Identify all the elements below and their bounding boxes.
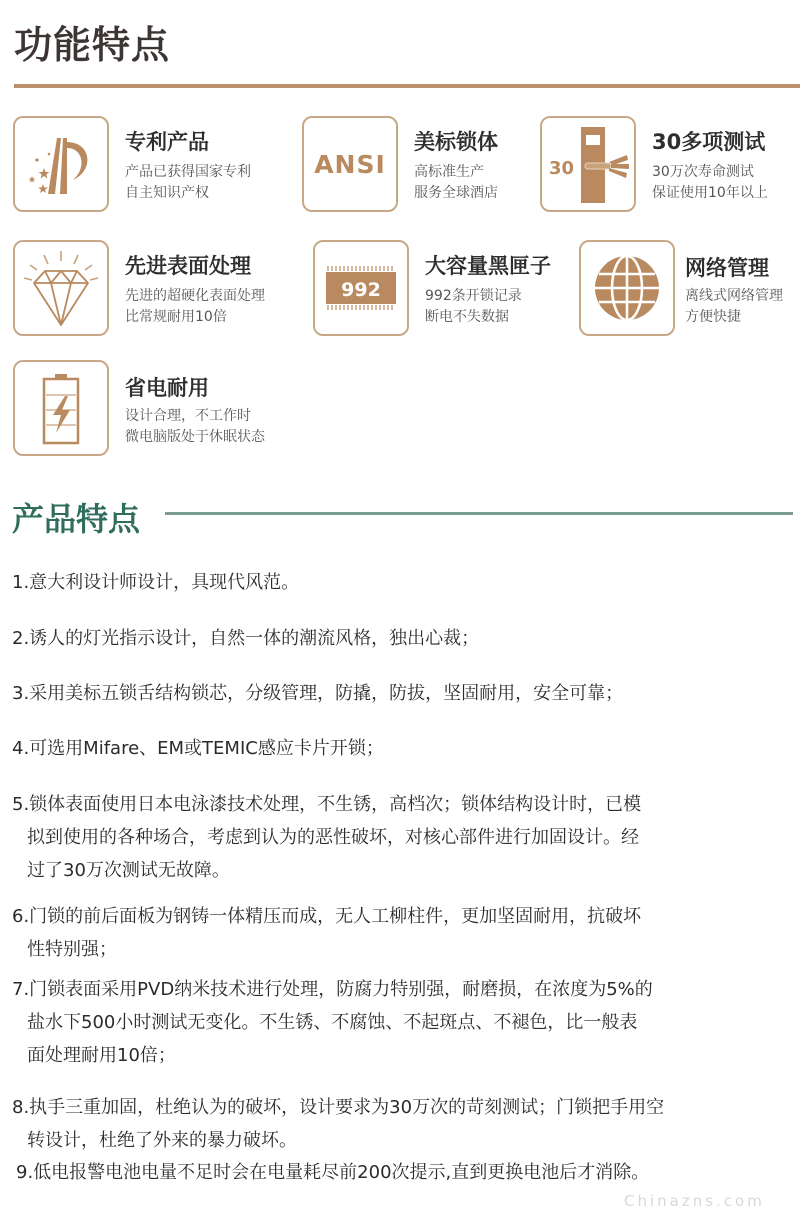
feature-title: 专利产品 [125, 130, 209, 154]
list-item-text: 3.采用美标五锁舌结构锁芯，分级管理，防撬，防拔，坚固耐用，安全可靠； [12, 683, 624, 704]
feature-desc-line: 保证使用10年以上 [652, 185, 768, 201]
feature-title: 大容量黑匣子 [425, 254, 551, 278]
feature-desc-line: 比常规耐用10倍 [125, 309, 227, 325]
battery-icon [13, 360, 109, 456]
chip-icon-text: 992 [341, 279, 381, 301]
section-title-product-features: 产品特点 [12, 500, 141, 538]
list-item-text: 性特别强； [27, 939, 117, 960]
feature-desc-line: 992条开锁记录 [425, 288, 522, 304]
section-title-features: 功能特点 [14, 23, 171, 67]
list-item-text: 过了30万次测试无故障。 [27, 860, 230, 881]
feature-desc-line: 产品已获得国家专利 [125, 164, 251, 180]
chip-icon [313, 240, 409, 336]
feature-title: 美标锁体 [414, 130, 498, 154]
feature-desc-line: 方便快捷 [685, 309, 741, 325]
list-item-text: 8.执手三重加固，杜绝认为的破坏，设计要求为30万次的苛刻测试；门锁把手用空 [12, 1097, 665, 1118]
feature-desc-line: 微电脑版处于休眠状态 [125, 429, 265, 445]
feature-title: 30多项测试 [652, 130, 766, 154]
list-item-text: 7.门锁表面采用PVD纳米技术进行处理，防腐力特别强，耐磨损，在浓度为5%的 [12, 979, 653, 1000]
list-item-text: 4.可选用Mifare、EM或TEMIC感应卡片开锁； [12, 738, 384, 759]
list-item [12, 677, 792, 710]
list-item-text: 5.锁体表面使用日本电泳漆技术处理，不生锈，高档次；锁体结构设计时，已模 [12, 794, 642, 815]
list-item-text: 6.门锁的前后面板为钢铸一体精压而成，无人工柳柱件，更加坚固耐用，抗破坏 [12, 906, 642, 927]
ansi-icon [302, 116, 398, 212]
watermark: Chinazns.com [624, 1192, 765, 1210]
diamond-icon [13, 240, 109, 336]
feature-desc-line: 设计合理，不工作时 [125, 408, 251, 424]
feature-desc-line: 服务全球酒店 [414, 185, 498, 201]
list-item-text: 面处理耐用10倍； [27, 1045, 176, 1066]
list-item-text: 拟到使用的各种场合，考虑到认为的恶性破坏，对核心部件进行加固设计。经 [27, 827, 639, 848]
lock-test-icon [540, 116, 636, 212]
feature-desc-line: 30万次寿命测试 [652, 164, 754, 180]
section-divider [14, 84, 800, 88]
globe-icon [579, 240, 675, 336]
feature-desc-line: 高标准生产 [414, 164, 484, 180]
feature-title: 省电耐用 [125, 376, 209, 400]
feature-desc-line: 自主知识产权 [125, 185, 209, 201]
list-item [12, 732, 792, 765]
feature-title: 网络管理 [685, 256, 769, 280]
list-item [12, 1091, 792, 1157]
list-item [16, 1156, 796, 1189]
feature-desc-line: 先进的超硬化表面处理 [125, 288, 265, 304]
patent-icon [13, 116, 109, 212]
svg-text:30: 30 [549, 158, 575, 179]
list-item-text: 转设计，杜绝了外来的暴力破坏。 [27, 1130, 297, 1151]
ansi-icon-text: ANSI [314, 149, 386, 179]
feature-desc-line: 离线式网络管理 [685, 288, 783, 304]
list-item [12, 900, 792, 966]
list-item [12, 973, 792, 1072]
list-item-text: 1.意大利设计师设计，具现代风范。 [12, 572, 300, 593]
list-item-text: 2.诱人的灯光指示设计，自然一体的潮流风格，独出心裁； [12, 628, 480, 649]
list-item [12, 788, 792, 887]
list-item-text: 盐水下500小时测试无变化。不生锈、不腐蚀、不起斑点、不褪色，比一般表 [27, 1012, 638, 1033]
list-item [12, 566, 792, 599]
list-item-text: 9.低电报警电池电量不足时会在电量耗尽前200次提示,直到更换电池后才消除。 [16, 1162, 650, 1183]
list-item [12, 622, 792, 655]
feature-desc-line: 断电不失数据 [425, 309, 509, 325]
feature-title: 先进表面处理 [125, 254, 251, 278]
section-divider [165, 512, 793, 515]
